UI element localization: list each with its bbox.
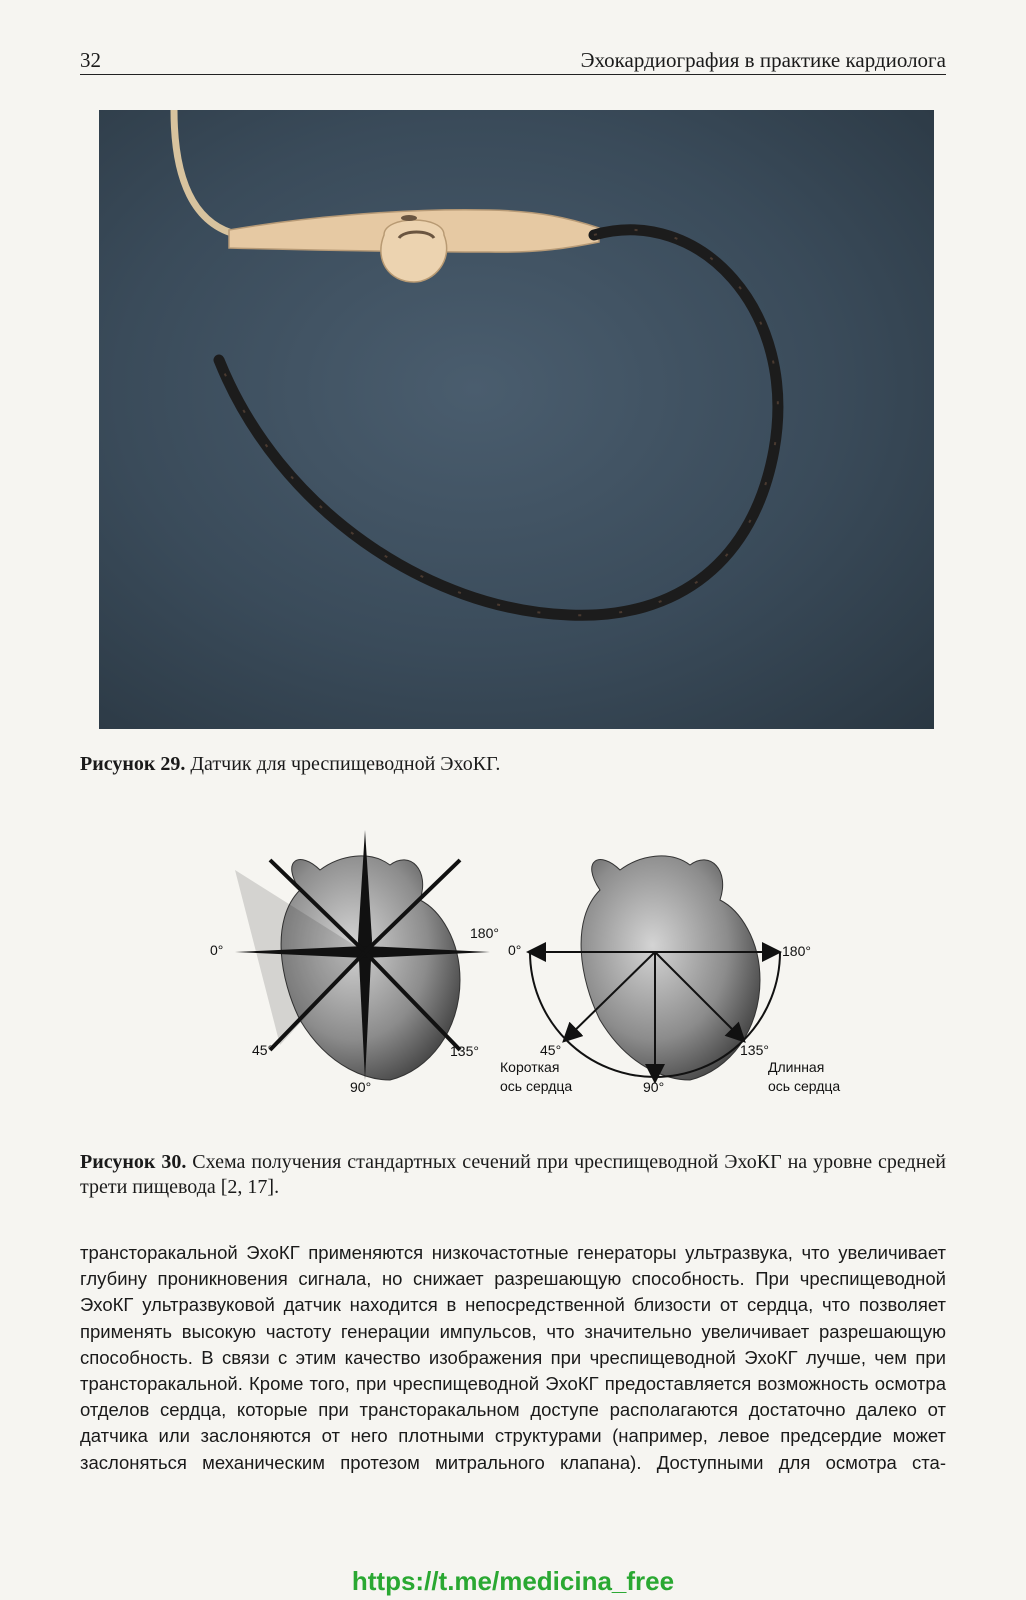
running-title: Эхокардиография в практике кардиолога (580, 48, 946, 72)
right-angle-90-label: 90° (643, 1079, 665, 1095)
figure-30-caption (80, 1150, 946, 1200)
right-angle-0-label: 0° (508, 942, 522, 958)
long-axis-label-2: ось сердца (768, 1078, 841, 1094)
footer-link[interactable]: https://t.me/medicina_free (351, 1566, 675, 1596)
figure-29-text: Датчик для чреспищеводной ЭхоКГ. (185, 753, 501, 775)
figure-29-caption (80, 752, 946, 777)
left-angle-135-label: 135° (450, 1043, 479, 1059)
long-axis-label-1: Длинная (768, 1059, 825, 1075)
right-angle-135-label: 135° (740, 1042, 769, 1058)
page-header (80, 48, 946, 75)
tee-probe-photo (99, 110, 934, 729)
figure-30-label: Рисунок 30. (80, 1151, 187, 1173)
figure-30-diagram (200, 830, 900, 1130)
left-angle-90-label: 90° (350, 1079, 372, 1095)
short-axis-label-2: ось сердца (500, 1078, 573, 1094)
left-angle-180-label: 180° (470, 925, 499, 941)
page-number: 32 (80, 48, 101, 72)
left-angle-0-label: 0° (210, 942, 224, 958)
body-paragraph: трансторакальной ЭхоКГ применяются низкочастотные генераторы ультразвука, что увеличивает глубину проникновения сигнала, но снижает разрешающую способность. При чреспищеводной ЭхоКГ ультразвуковой датчик находится в непосредственной близости от сердца, что позволяет применять высокую частоту генерации импульсов, что значительно увеличивает разрешающую способность. В связи с этим качество изображения при чреспищеводной ЭхоКГ лучше, чем при трансторакальной. Кроме того, при чреспищеводной ЭхоКГ предоставляется возможность осмотра отделов сердца, которые при трансторакальном доступе располагаются достаточно далеко от датчика или заслоняются от него плотными структурами (например, левое предсердие может заслоняться механическим протезом митрального клапана). Доступными для осмотра ста- (80, 1242, 946, 1473)
figure-29-label: Рисунок 29. (80, 753, 186, 775)
figure-30-text: Схема получения стандартных сечений при чреспищеводной ЭхоКГ на уровне средней трети пищевода [2, 17]. (80, 1151, 947, 1198)
right-angle-180-label: 180° (782, 943, 811, 959)
left-angle-45-label: 45° (252, 1042, 274, 1058)
right-angle-45-label: 45° (540, 1042, 562, 1058)
short-axis-label-1: Короткая (500, 1059, 560, 1075)
